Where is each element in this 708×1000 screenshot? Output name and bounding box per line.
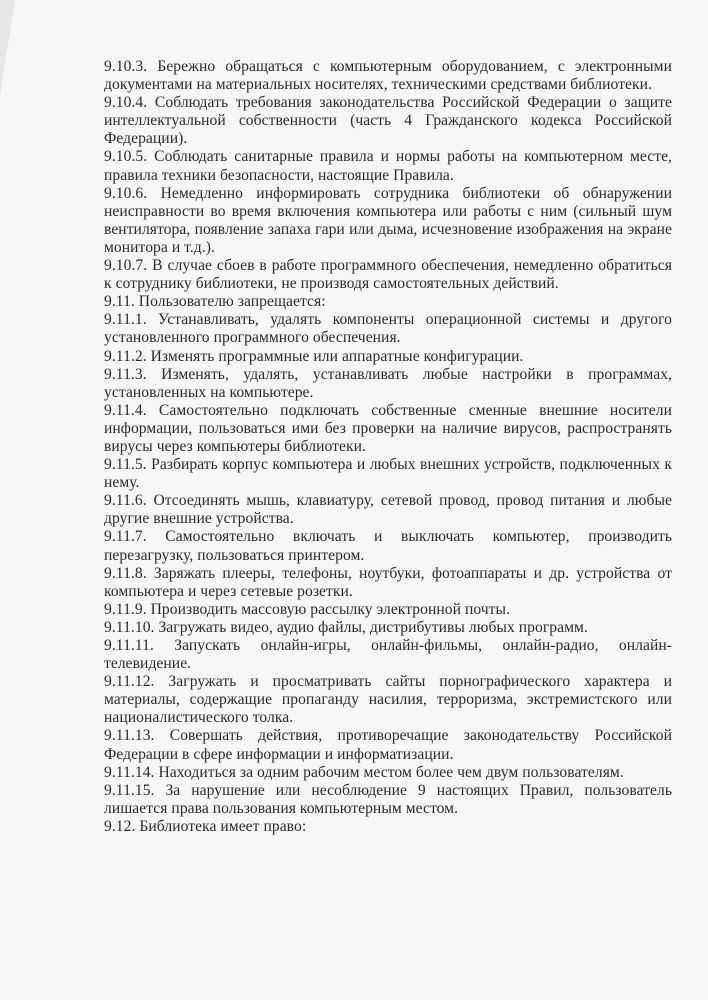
paragraph-9-10-7: 9.10.7. В случае сбоев в работе программного обеспечения, немедленно обратиться к сотруднику библиотеки, не производя самостоятельных действий. bbox=[104, 257, 672, 293]
paragraph-9-10-6: 9.10.6. Немедленно информировать сотрудника библиотеки об обнаружении неисправности во время включения компьютера или работы с ним (сильный шум вентилятора, появление запаха гари или дыма, исчезновение изображения на экране монитора и т.д.). bbox=[104, 184, 672, 256]
paragraph-9-11-2: 9.11.2. Изменять программные или аппаратные конфигурации. bbox=[104, 347, 524, 365]
paragraph-9-11-8: 9.11.8. Заряжать плееры, телефоны, ноутбуки, фотоаппараты и др. устройства от компьютера и через сетевые розетки. bbox=[104, 564, 672, 600]
section-heading-9-12: 9.12. Библиотека имеет право: bbox=[104, 817, 307, 835]
page-corner-fold bbox=[0, 0, 15, 95]
paragraph-9-11-10: 9.11.10. Загружать видео, аудио файлы, дистрибутивы любых программ. bbox=[104, 618, 588, 636]
paragraph-9-11-7: 9.11.7. Самостоятельно включать и выключать компьютер, производить перезагрузку, пользоваться принтером. bbox=[104, 528, 672, 564]
paragraph-9-10-5: 9.10.5. Соблюдать санитарные правила и нормы работы на компьютерном месте, правила техники безопасности, настоящие Правила. bbox=[104, 148, 672, 184]
paragraph-9-11-3: 9.11.3. Изменять, удалять, устанавливать любые настройки в программах, установленных на компьютере. bbox=[104, 365, 672, 401]
paragraph-9-11-13: 9.11.13. Совершать действия, противоречащие законодательству Российской Федерации в сфере информации и информатизации. bbox=[104, 727, 672, 763]
paragraph-9-11-6: 9.11.6. Отсоединять мышь, клавиатуру, сетевой провод, провод питания и любые другие внешние устройства. bbox=[104, 492, 672, 528]
paragraph-9-11-12: 9.11.12. Загружать и просматривать сайты порнографического характера и материалы, содержащие пропаганду насилия, терроризма, экстремистского или националистического толка. bbox=[104, 673, 672, 727]
section-heading-9-11: 9.11. Пользователю запрещается: bbox=[104, 293, 326, 311]
paragraph-9-11-9: 9.11.9. Производить массовую рассылку электронной почты. bbox=[104, 600, 511, 618]
paragraph-9-11-4: 9.11.4. Самостоятельно подключать собственные сменные внешние носители информации, пользоваться ими без проверки на наличие вирусов, распространять вирусы через компьютеры библиотеки. bbox=[104, 401, 672, 455]
document-body bbox=[104, 58, 672, 836]
paragraph-9-11-5: 9.11.5. Разбирать корпус компьютера и любых внешних устройств, подключенных к нему. bbox=[104, 456, 672, 492]
paragraph-9-10-4: 9.10.4. Соблюдать требования законодательства Российской Федерации о защите интеллектуальной собственности (часть 4 Гражданского кодекса Российской Федерации). bbox=[104, 94, 672, 148]
paragraph-9-11-11: 9.11.11. Запускать онлайн-игры, онлайн-фильмы, онлайн-радио, онлайн-телевидение. bbox=[104, 637, 672, 673]
paragraph-9-11-14: 9.11.14. Находиться за одним рабочим местом более чем двум пользователям. bbox=[104, 763, 624, 781]
paragraph-9-11-1: 9.11.1. Устанавливать, удалять компоненты операционной системы и другого установленного программного обеспечения. bbox=[104, 311, 672, 347]
paragraph-9-10-3: 9.10.3. Бережно обращаться с компьютерным оборудованием, с электронными документами на материальных носителях, техническими средствами библиотеки. bbox=[104, 58, 672, 94]
paragraph-9-11-15: 9.11.15. За нарушение или несоблюдение 9 настоящих Правил, пользователь лишается права пользования компьютерным местом. bbox=[104, 781, 672, 817]
